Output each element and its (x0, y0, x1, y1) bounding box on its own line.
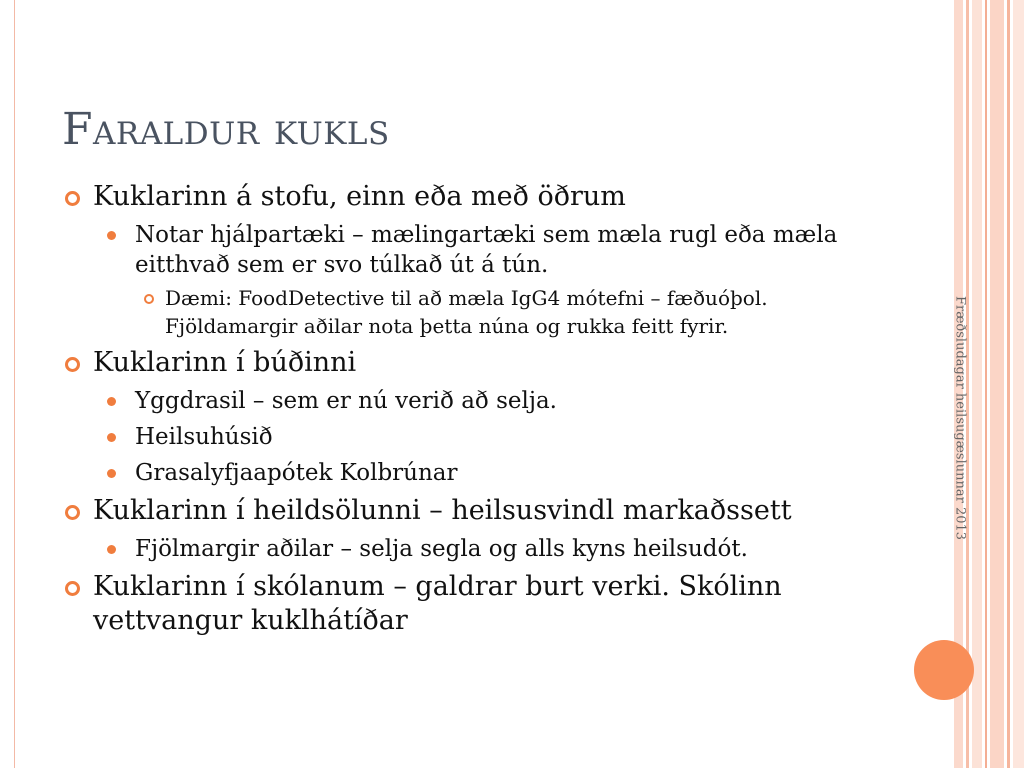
ring-bullet-icon (65, 357, 80, 372)
stripe (1007, 0, 1010, 768)
sub-bullet-text: Yggdrasil – sem er nú verið að selja. (135, 388, 557, 414)
bullet-text: Kuklarinn í heildsölunni – heilsusvindl markaðssett (93, 495, 792, 526)
sub-bullet-item (62, 220, 902, 280)
disc-bullet-icon (107, 231, 116, 240)
slide-title: Faraldur kukls (62, 104, 390, 155)
sub-bullet-text: Fjölmargir aðilar – selja segla og alls kyns heilsudót. (135, 536, 748, 562)
bullet-text: Kuklarinn í búðinni (93, 347, 357, 378)
bullet-item (62, 570, 902, 638)
bullet-text: Kuklarinn á stofu, einn eða með öðrum (93, 181, 626, 212)
disc-bullet-icon (107, 433, 116, 442)
disc-bullet-icon (107, 469, 116, 478)
sub-bullet-text: Heilsuhúsið (135, 424, 273, 450)
side-caption-text: Fræðsludagar heilsugæslunnar 2013 (952, 295, 968, 541)
bullet-item (62, 180, 902, 214)
ring-bullet-icon (65, 191, 80, 206)
sub-bullet-text: Grasalyfjaapótek Kolbrúnar (135, 460, 458, 486)
ring-bullet-icon (65, 581, 80, 596)
bullet-text: Kuklarinn í skólanum – galdrar burt verki. Skólinn vettvangur kuklhátíðar (93, 571, 782, 636)
ring-bullet-icon (65, 505, 80, 520)
disc-bullet-icon (107, 545, 116, 554)
bullet-item (62, 346, 902, 380)
sub-sub-bullet-text: Dæmi: FoodDetective til að mæla IgG4 mótefni – fæðuóþol. Fjöldamargir aðilar nota þetta núna og rukka feitt fyrir. (165, 286, 768, 338)
sub-sub-bullet-item (62, 284, 902, 340)
stripe (990, 0, 1004, 768)
sub-bullet-item (62, 534, 902, 564)
sub-bullet-item (62, 422, 902, 452)
left-frame-line (14, 0, 15, 768)
sub-bullet-item (62, 458, 902, 488)
stripe (985, 0, 987, 768)
sub-bullet-text: Notar hjálpartæki – mælingartæki sem mæla rugl eða mæla eitthvað sem er svo túlkað út á tún. (135, 222, 838, 278)
decorative-circle (914, 640, 974, 700)
stripe (972, 0, 982, 768)
stripe (1013, 0, 1024, 768)
bullet-list (62, 180, 902, 638)
bullet-item (62, 494, 902, 528)
small-ring-bullet-icon (144, 294, 154, 304)
disc-bullet-icon (107, 397, 116, 406)
sub-bullet-item (62, 386, 902, 416)
